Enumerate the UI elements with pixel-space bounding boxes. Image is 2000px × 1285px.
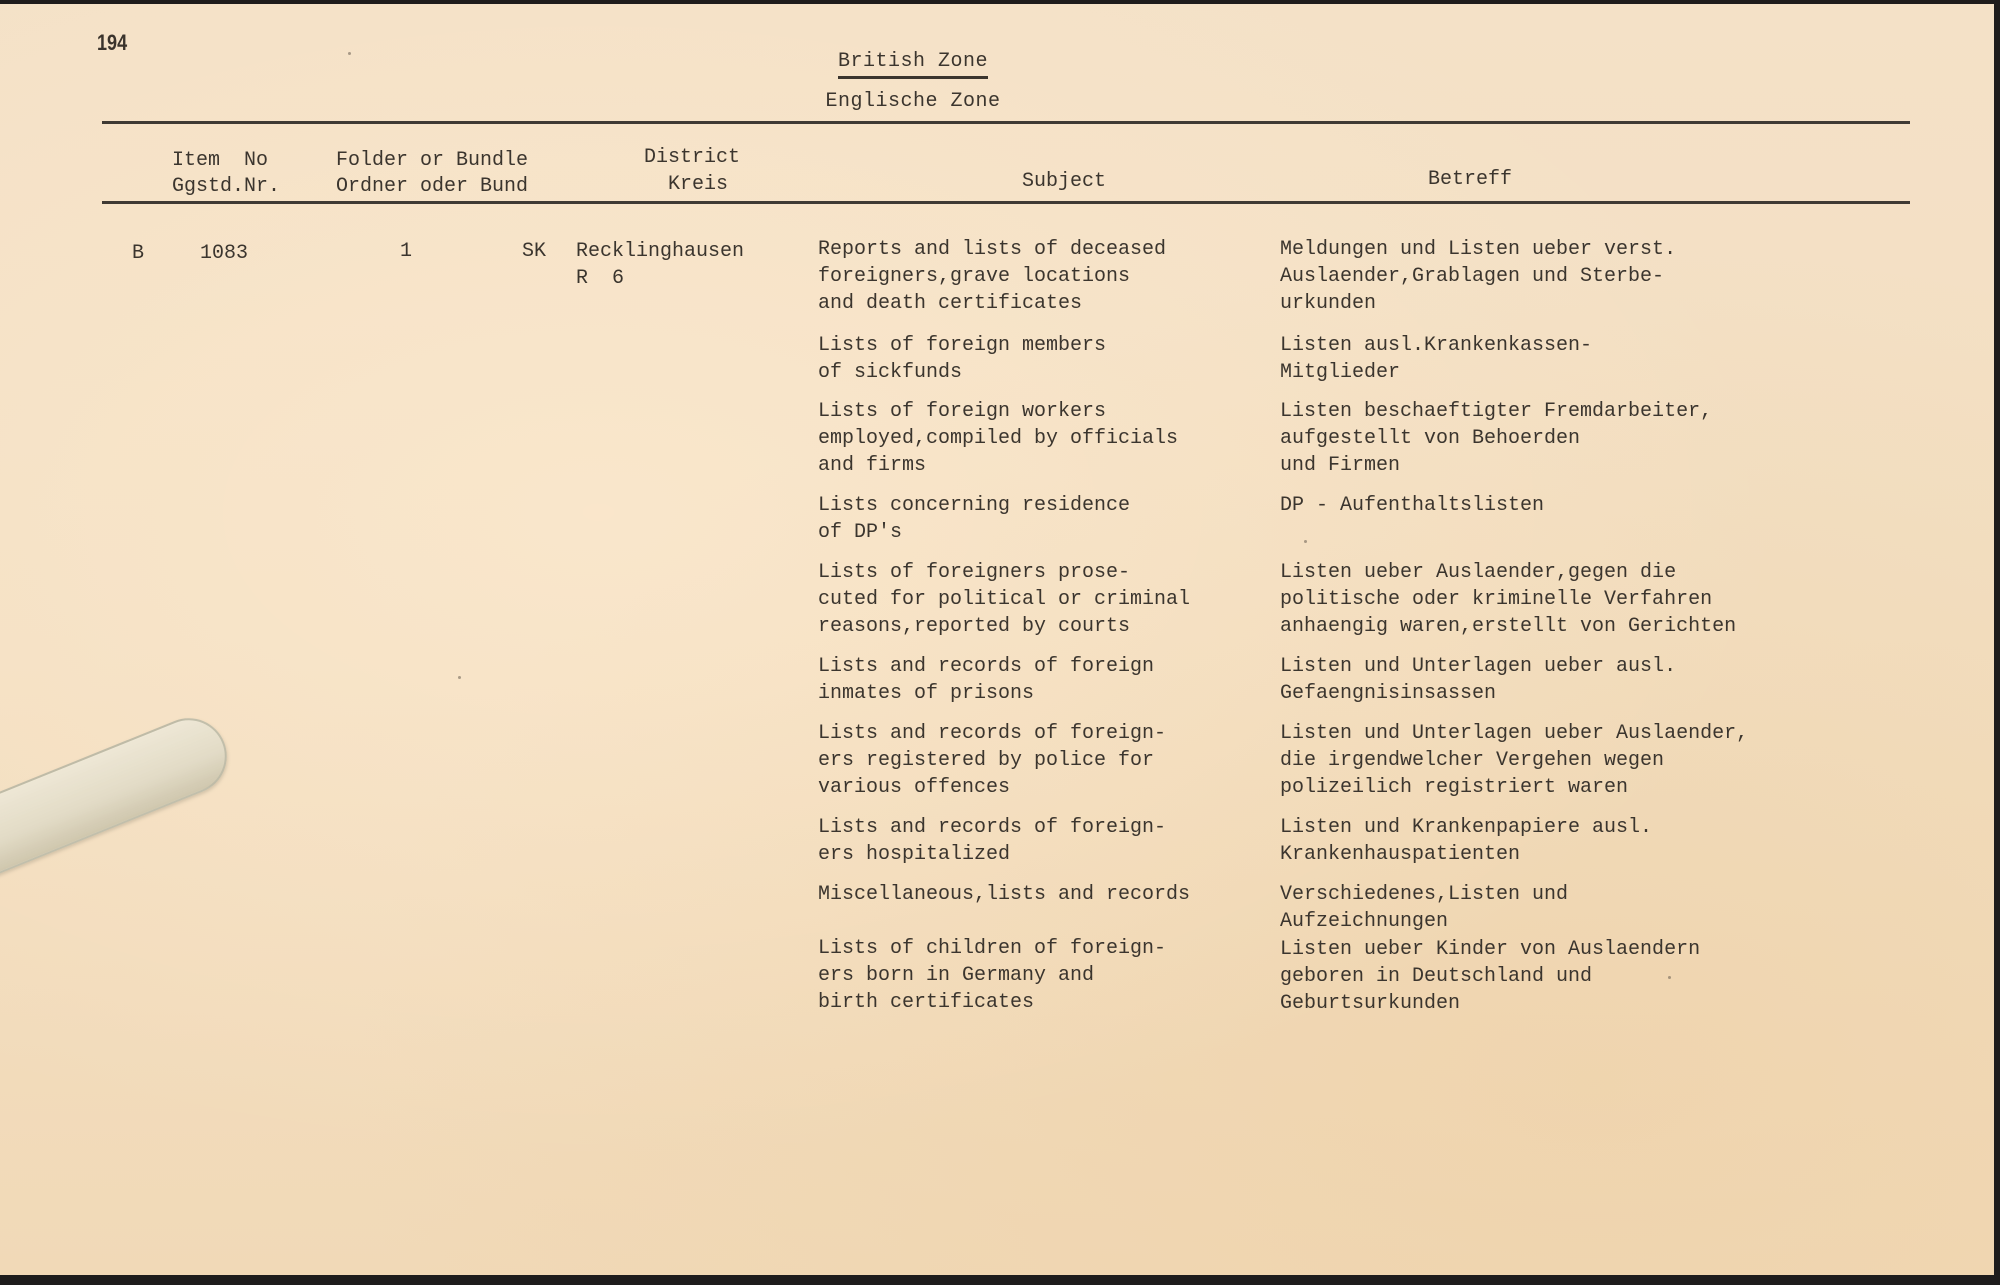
header-district-en: District (644, 146, 741, 169)
page-number: 194 (97, 30, 128, 55)
subject-entry: Lists of foreign workers employed,compiled by officials and firms (818, 400, 1179, 477)
betreff-entry: Listen und Krankenpapiere ausl. Krankenhauspatienten (1280, 816, 1653, 866)
subject-entry: Lists and records of foreign- ers hospitalized (818, 816, 1167, 866)
row-district-code: SK (522, 240, 547, 263)
header-subject: Subject (1022, 170, 1107, 193)
betreff-entry: Verschiedenes,Listen und Aufzeichnungen (1280, 883, 1569, 933)
zone-title-german: Englische Zone (825, 90, 1001, 113)
zone-title-english-text: British Zone (838, 50, 988, 79)
page-weight-clip (0, 707, 238, 876)
header-district-de: Kreis (656, 173, 729, 196)
header-top-rule (102, 121, 1910, 124)
row-item-no: 1083 (200, 242, 249, 265)
row-prefix: B (132, 242, 145, 265)
subject-entry: Lists and records of foreign inmates of prisons (818, 655, 1155, 705)
subject-entry: Lists and records of foreign- ers registered by police for various offences (818, 722, 1167, 799)
paper-speck (1668, 976, 1671, 979)
betreff-entry: Listen und Unterlagen ueber Auslaender, die irgendwelcher Vergehen wegen polizeilich registriert waren (1280, 722, 1749, 799)
paper-speck (348, 52, 351, 55)
header-item-no-de: Ggstd.Nr. (172, 175, 281, 198)
row-folder: 1 (400, 240, 413, 263)
zone-title-english (0, 50, 1826, 79)
paper-speck (458, 676, 461, 679)
betreff-entry: Listen ueber Auslaender,gegen die politische oder kriminelle Verfahren anhaengig waren,erstellt von Gerichten (1280, 561, 1737, 638)
header-betreff: Betreff (1428, 168, 1513, 191)
header-folder-de: Ordner oder Bund (336, 175, 529, 198)
header-bottom-rule (102, 201, 1910, 204)
document-page (0, 4, 1994, 1275)
betreff-entry: Listen ausl.Krankenkassen- Mitglieder (1280, 334, 1593, 384)
subject-entry: Miscellaneous,lists and records (818, 883, 1191, 906)
header-item-no-en: Item No (172, 149, 269, 172)
subject-entry: Reports and lists of deceased foreigners,grave locations and death certificates (818, 238, 1167, 315)
subject-entry: Lists of foreigners prose- cuted for political or criminal reasons,reported by courts (818, 561, 1191, 638)
betreff-entry: Meldungen und Listen ueber verst. Auslaender,Grablagen und Sterbe- urkunden (1280, 238, 1677, 315)
subject-entry: Lists of children of foreign- ers born in Germany and birth certificates (818, 937, 1167, 1014)
betreff-entry: Listen ueber Kinder von Auslaendern geboren in Deutschland und Geburtsurkunden (1280, 938, 1701, 1015)
header-folder-en: Folder or Bundle (336, 149, 529, 172)
betreff-entry: DP - Aufenthaltslisten (1280, 494, 1545, 517)
paper-speck (1304, 540, 1307, 543)
betreff-entry: Listen beschaeftigter Fremdarbeiter, aufgestellt von Behoerden und Firmen (1280, 400, 1713, 477)
row-district-sub: R 6 (576, 267, 625, 290)
subject-entry: Lists of foreign members of sickfunds (818, 334, 1107, 384)
betreff-entry: Listen und Unterlagen ueber ausl. Gefaengnisinsassen (1280, 655, 1677, 705)
row-district-name: Recklinghausen (576, 240, 745, 263)
subject-entry: Lists concerning residence of DP's (818, 494, 1131, 544)
